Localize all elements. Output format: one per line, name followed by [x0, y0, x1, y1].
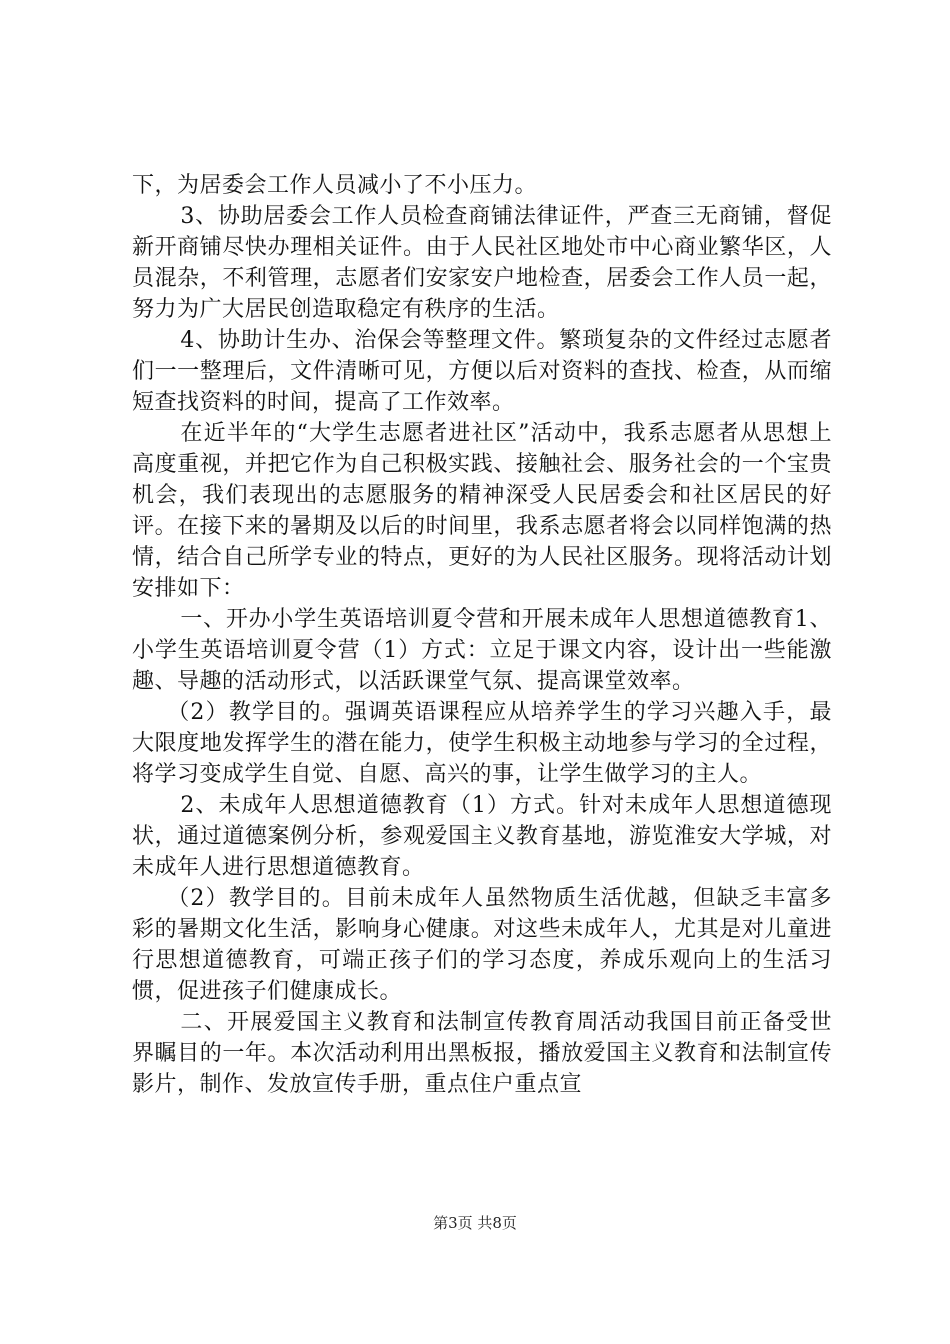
paragraph-activity-summary: 在近半年的“大学生志愿者进社区”活动中，我系志愿者从思想上高度重视，并把它作为自己积极实践、接触社会、服务社会的一个宝贵机会，我们表现出的志愿服务的精神深受人民居委会和社区居民的好评。在接下来的暑期及以后的时间里，我系志愿者将会以同样饱满的热情，结合自己所学专业的特点，更好的为人民社区服务。现将活动计划安排如下： [132, 421, 832, 601]
document-body [132, 170, 832, 1100]
paragraph-plan-two: 二、开展爱国主义教育和法制宣传教育周活动我国目前正备受世界瞩目的一年。本次活动利用出黑板报，播放爱国主义教育和法制宣传影片，制作、发放宣传手册，重点住户重点宣 [132, 1010, 832, 1097]
page-number-footer: 第3页 共8页 [433, 1214, 517, 1232]
paragraph-teaching-goal-moral: （2）教学目的。目前未成年人虽然物质生活优越，但缺乏丰富多彩的暑期文化生活，影响身心健康。对这些未成年人，尤其是对儿童进行思想道德教育，可端正孩子们的学习态度，养成乐观向上的生活习惯，促进孩子们健康成长。 [132, 886, 832, 1004]
paragraph-item-3: 3、协助居委会工作人员检查商铺法律证件，严查三无商铺，督促新开商铺尽快办理相关证件。由于人民社区地处市中心商业繁华区，人员混杂，不利管理，志愿者们安家安户地检查，居委会工作人员一起，努力为广大居民创造取稳定有秩序的生活。 [132, 204, 832, 322]
paragraph-teaching-goal-english: （2）教学目的。强调英语课程应从培养学生的学习兴趣入手，最大限度地发挥学生的潜在能力，使学生积极主动地参与学习的全过程，将学习变成学生自觉、自愿、高兴的事，让学生做学习的主人。 [132, 700, 832, 787]
paragraph-item-4: 4、协助计生办、治保会等整理文件。繁琐复杂的文件经过志愿者们一一整理后，文件清晰可见，方便以后对资料的查找、检查，从而缩短查找资料的时间，提高了工作效率。 [132, 328, 832, 415]
paragraph-plan-one: 一、开办小学生英语培训夏令营和开展未成年人思想道德教育1、小学生英语培训夏令营（1）方式：立足于课文内容，设计出一些能激趣、导趣的活动形式，以活跃课堂气氛、提高课堂效率。 [132, 607, 832, 694]
paragraph-moral-education: 2、未成年人思想道德教育（1）方式。针对未成年人思想道德现状，通过道德案例分析，参观爱国主义教育基地，游览淮安大学城，对未成年人进行思想道德教育。 [132, 793, 832, 880]
paragraph-continuation: 下，为居委会工作人员减小了不小压力。 [132, 173, 538, 198]
